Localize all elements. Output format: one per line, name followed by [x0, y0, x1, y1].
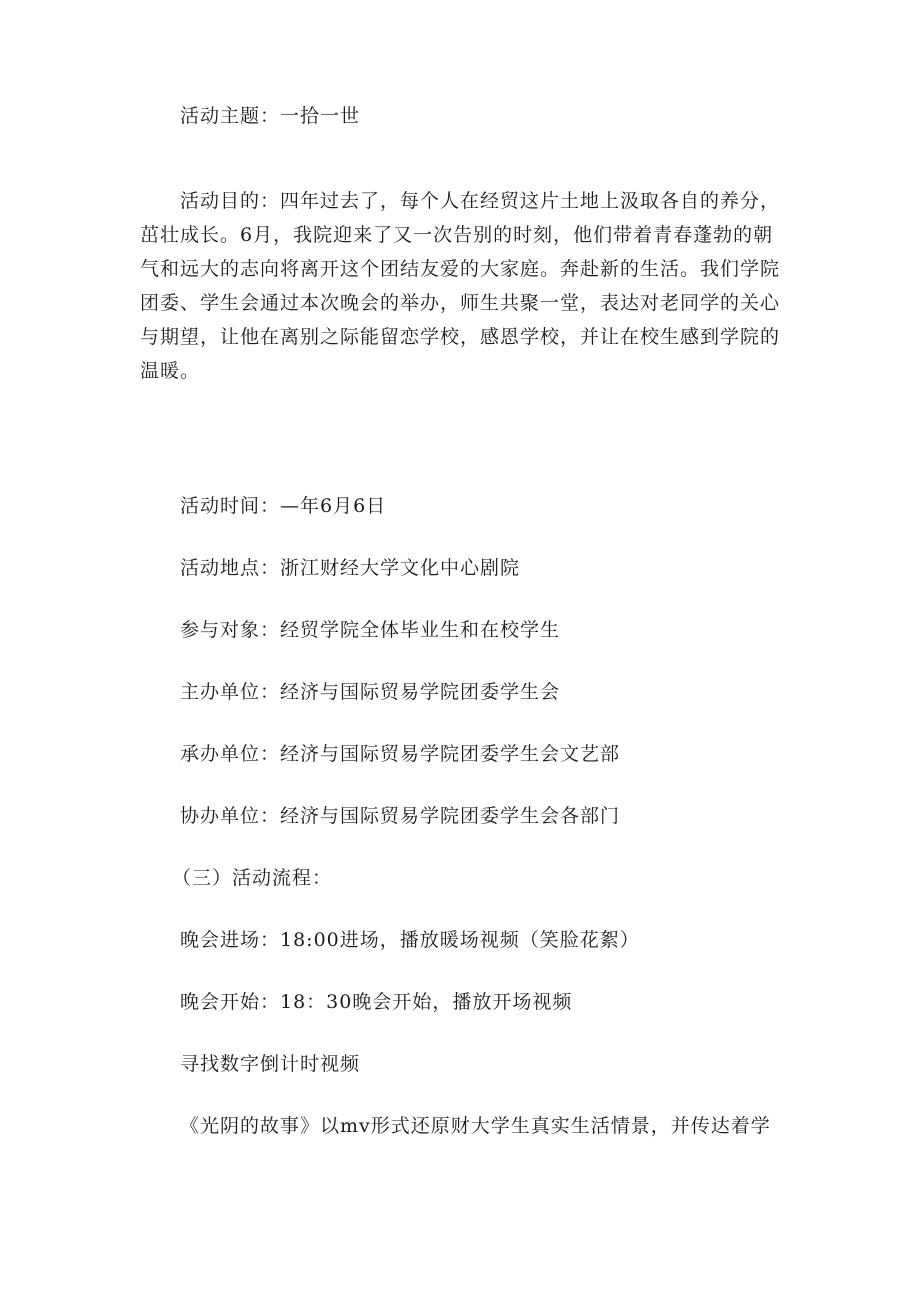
organizer-line: 承办单位：经济与国际贸易学院团委学生会文艺部 — [180, 743, 621, 765]
theme-line: 活动主题：一拾一世 — [180, 105, 361, 127]
place-line: 活动地点：浙江财经大学文化中心剧院 — [180, 557, 521, 579]
purpose-line-2: 茁壮成长。6月，我院迎来了又一次告别的时刻，他们带着青春蓬勃的朝 — [140, 224, 774, 246]
countdown-line: 寻找数字倒计时视频 — [180, 1053, 361, 1075]
start-line: 晚会开始：18：30晚会开始，播放开场视频 — [180, 991, 573, 1013]
time-line: 活动时间：—年6月6日 — [180, 495, 387, 517]
process-heading: （三）活动流程： — [172, 867, 333, 889]
assist-line: 协办单位：经济与国际贸易学院团委学生会各部门 — [180, 805, 621, 827]
host-line: 主办单位：经济与国际贸易学院团委学生会 — [180, 681, 561, 703]
purpose-line-5: 与期望，让他在离别之际能留恋学校，感恩学校，并让在校生感到学院的 — [140, 326, 781, 348]
purpose-line-6: 温暖。 — [140, 360, 201, 382]
story-line: 《光阴的故事》以mv形式还原财大学生真实生活情景，并传达着学 — [180, 1115, 771, 1137]
purpose-paragraph — [140, 184, 781, 388]
purpose-line-1: 活动目的：四年过去了，每个人在经贸这片土地上汲取各自的养分， — [180, 190, 781, 212]
purpose-line-3: 气和远大的志向将离开这个团结友爱的大家庭。奔赴新的生活。我们学院 — [140, 258, 781, 280]
purpose-line-4: 团委、学生会通过本次晚会的举办，师生共聚一堂，表达对老同学的关心 — [140, 292, 781, 314]
entry-line: 晚会进场：18:00进场，播放暖场视频（笑脸花絮） — [180, 929, 640, 951]
participants-line: 参与对象：经贸学院全体毕业生和在校学生 — [180, 619, 561, 641]
